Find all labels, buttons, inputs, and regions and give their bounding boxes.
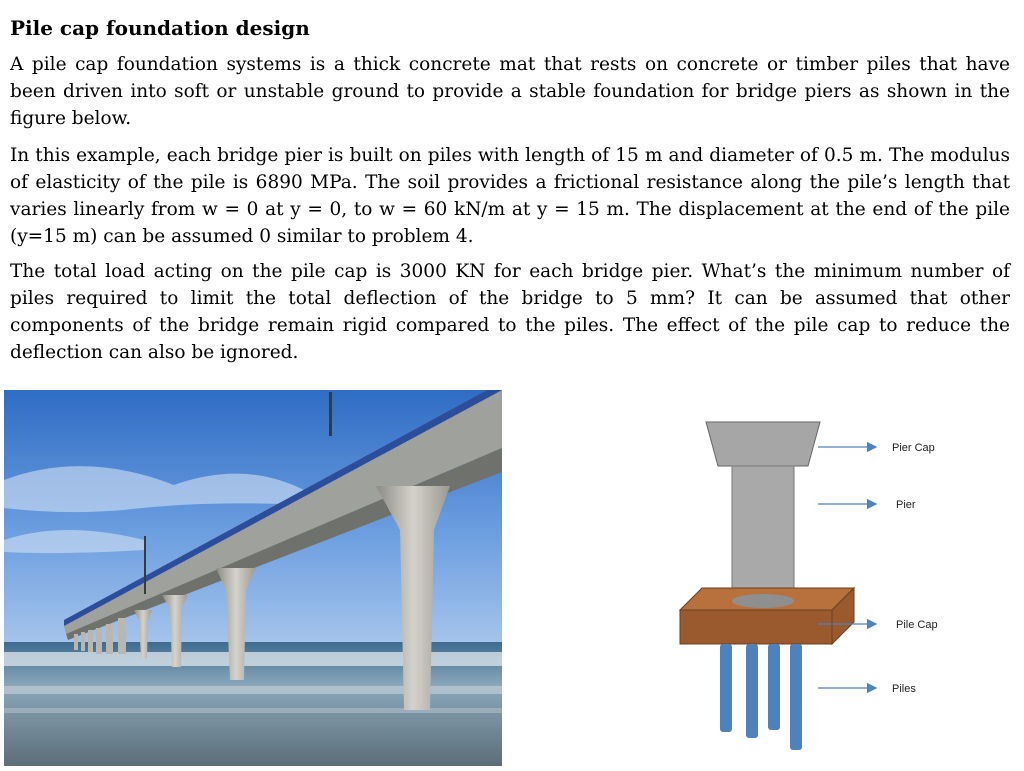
label-pier-cap: Pier Cap [892,442,935,454]
column [74,634,78,650]
bridge-photo [4,390,502,766]
pier-base [732,594,794,608]
label-pile-cap: Pile Cap [896,619,938,631]
column [106,624,113,654]
pier-shape [732,466,794,606]
column [96,628,102,654]
paragraph-question: The total load acting on the pile cap is 3000 KN for each bridge pier. What’s the minimum number of piles required to limit the total deflection of the bridge to 5 mm? It can be assumed that other components of the bridge remain rigid compared to the piles. The effect of the pile cap to reduce the deflection can also be ignored. [10,261,1010,363]
column [88,630,93,652]
column [81,632,85,651]
pile-cap-diagram [640,400,1010,760]
pier-cap-shape [706,422,820,466]
pile [790,644,802,750]
pile [746,644,758,738]
label-pier: Pier [896,499,916,511]
pile [720,644,732,732]
paragraph-intro: A pile cap foundation systems is a thick concrete mat that rests on concrete or timber piles that have been driven into soft or unstable ground to provide a stable foundation for bridge piers as shown in the figure below. [10,54,1010,129]
page-title: Pile cap foundation design [10,16,310,40]
column [118,618,126,654]
pile [768,644,780,730]
label-piles: Piles [892,683,916,695]
pile-cap-front-shape [680,610,832,644]
paragraph-example: In this example, each bridge pier is built on piles with length of 15 m and diameter of 0.5 m. The modulus of elasticity of the pile is 6890 MPa. The soil provides a frictional resistance along the pile’s length that varies linearly from w = 0 at y = 0, to w = 60 kN/m at y = 15 m. The displacement at the end of the pile (y=15 m) can be assumed 0 similar to problem 4. [10,145,1010,247]
